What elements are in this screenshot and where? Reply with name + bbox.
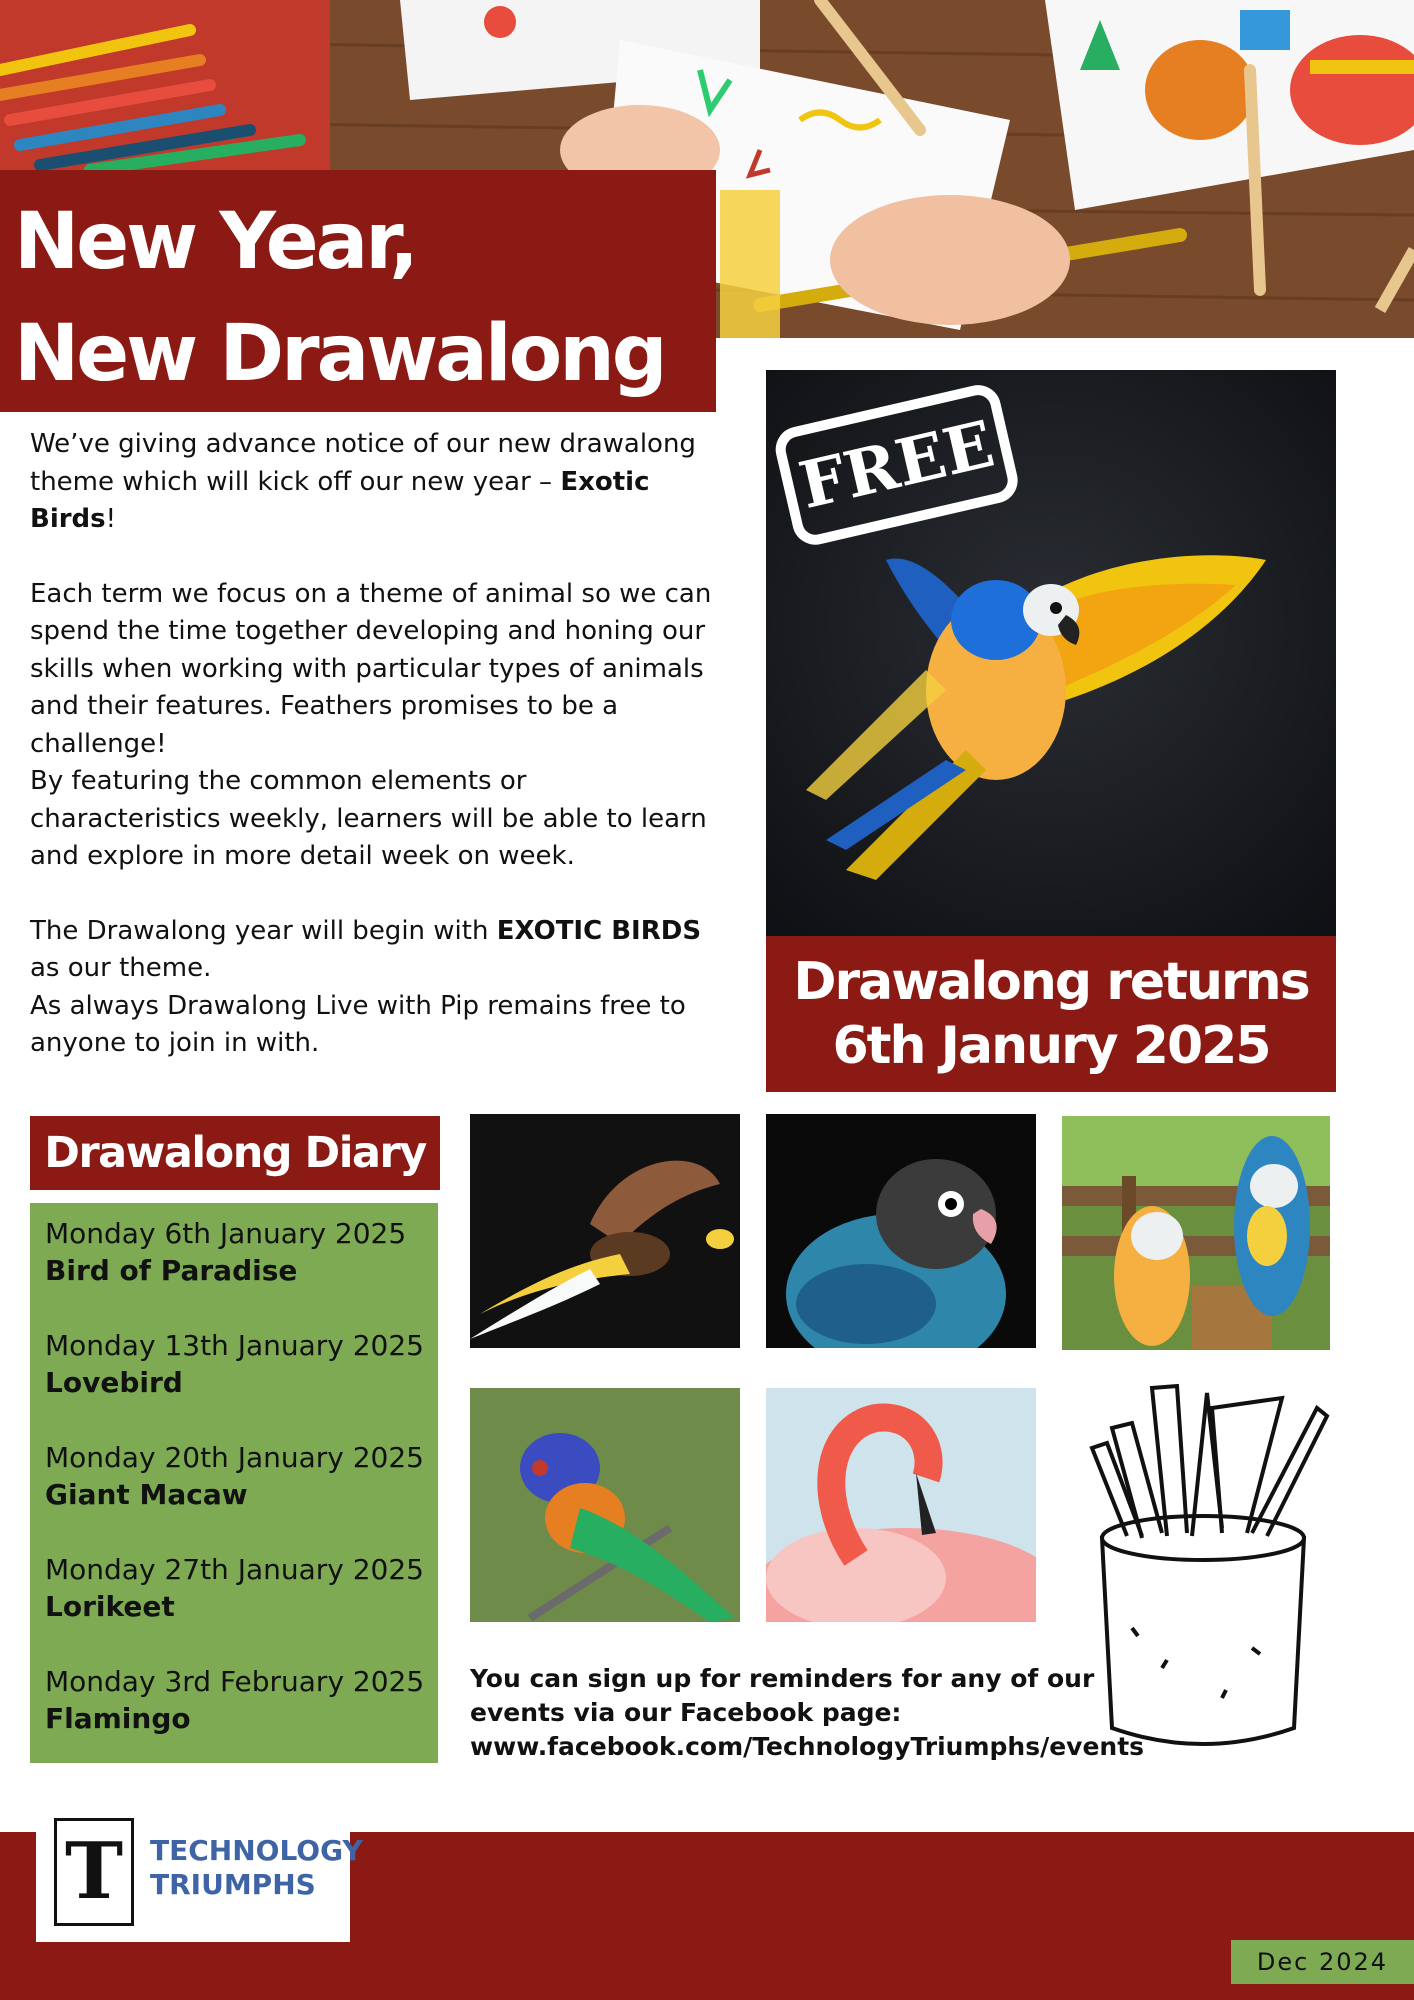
diary-topic: Flamingo [45,1702,191,1735]
diary-date: Monday 13th January 2025 [45,1329,424,1362]
diary-item [45,1327,445,1401]
logo-letter-icon: T [64,1826,124,1917]
logo-text [150,1834,363,1902]
signup-line-1: You can sign up for reminders for any of our [470,1664,1095,1693]
diary-item [45,1663,445,1737]
diary-topic: Bird of Paradise [45,1254,298,1287]
intro-p1-end: ! [105,504,117,534]
page-title [14,186,665,410]
logo-line-1: TECHNOLOGY [150,1834,363,1867]
diary-date: Monday 6th January 2025 [45,1217,407,1250]
intro-p4-highlight: EXOTIC BIRDS [496,915,702,946]
flamingo-photo [766,1388,1036,1622]
diary-date: Monday 27th January 2025 [45,1553,424,1586]
intro-paragraph-3: By featuring the common elements or characteristics weekly, learners will be able to learn and explore in more detail week on week. [30,766,707,871]
title-line-1: New Year, [14,197,416,287]
intro-paragraph-5: As always Drawalong Live with Pip remains free to anyone to join in with. [30,990,686,1058]
facebook-events-link[interactable]: www.facebook.com/TechnologyTriumphs/events [470,1732,1145,1761]
diary-topic: Giant Macaw [45,1478,248,1511]
macaw-photo [766,370,1336,936]
diary-item [45,1215,445,1289]
intro-p4-end: as our theme. [30,953,212,983]
diary-date: Monday 20th January 2025 [45,1441,424,1474]
diary-heading: Drawalong Diary [30,1116,440,1190]
intro-p1-text: We’ve giving advance notice of our new drawalong theme which will kick off our new year – [30,429,696,497]
diary-list [30,1203,438,1763]
signup-text [470,1662,1150,1764]
diary-item [45,1551,445,1625]
feature-banner [766,936,1336,1092]
diary-topic: Lovebird [45,1366,183,1399]
issue-date: Dec 2024 [1231,1940,1414,1984]
signup-line-2: events via our Facebook page: [470,1698,902,1727]
feature-card [766,370,1336,1092]
intro-paragraph-4 [30,913,720,988]
diary-date: Monday 3rd February 2025 [45,1665,425,1698]
intro-paragraph-2: Each term we focus on a theme of animal so we can spend the time together developing and honing our skills when working with particular types of animals and their features. Feathers promises to be a challenge! [30,578,712,759]
feature-banner-line-1: Drawalong returns [793,952,1309,1012]
bird-of-paradise-photo [470,1114,740,1348]
logo-mark [54,1818,134,1926]
intro-paragraph-1 [30,426,720,539]
free-stamp: FREE [792,406,1001,525]
logo-line-2: TRIUMPHS [150,1868,316,1901]
intro-p4-text: The Drawalong year will begin with [30,915,489,946]
giant-macaw-photo [1062,1116,1330,1350]
title-line-2: New Drawalong [14,309,665,399]
lovebird-photo [766,1114,1036,1348]
feature-banner-line-2: 6th Janury 2025 [832,1016,1270,1076]
diary-item [45,1439,445,1513]
intro-text [30,426,720,1063]
headline-box [0,170,716,412]
lorikeet-photo [470,1388,740,1622]
diary-topic: Lorikeet [45,1590,175,1623]
intro-theme-highlight: Exotic Birds [30,466,650,534]
